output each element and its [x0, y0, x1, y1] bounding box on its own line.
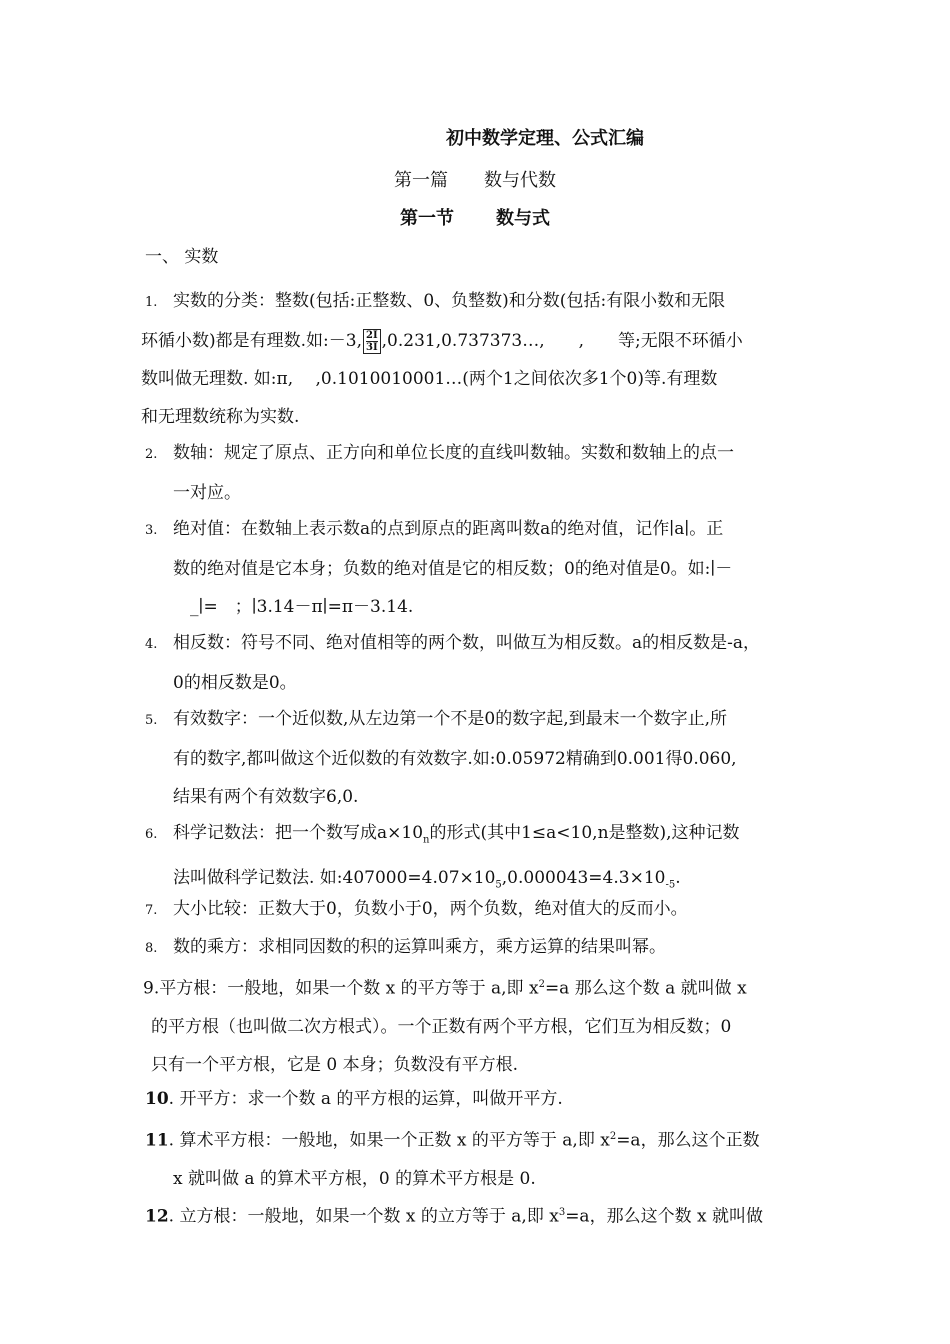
- fraction-image: $\frac{2I}{3I}$: [363, 329, 381, 354]
- item-text: . 立方根：一般地，如果一个数 x 的立方等于 a,即 x: [168, 1206, 559, 1227]
- item-text: 数的乘方：求相同因数的积的运算叫乘方，乘方运算的结果叫幂。: [173, 937, 666, 957]
- item-number: 6.: [145, 827, 158, 842]
- item-text: 数轴：规定了原点、正方向和单位长度的直线叫数轴。实数和数轴上的点一: [173, 443, 734, 463]
- item-text: 大小比较：正数大于0，负数小于0，两个负数，绝对值大的反而小。: [173, 899, 688, 919]
- item-number: 5.: [145, 713, 158, 728]
- item-text: =a，那么这个数 x 就叫做: [565, 1206, 763, 1227]
- item-text: 科学记数法：把一个数写成a×10: [173, 823, 424, 843]
- item-5: [145, 700, 810, 816]
- item-text: 0的相反数是0。: [173, 673, 297, 693]
- item-text: 一对应。: [173, 483, 241, 503]
- item-number: 7.: [145, 903, 158, 918]
- item-text: _∣= ；∣3.14－π∣=π－3.14.: [173, 597, 414, 617]
- exponent: 2: [609, 1131, 617, 1142]
- item-number: 11: [145, 1130, 169, 1151]
- item-text: =a 那么这个数 a 就叫做 x: [544, 978, 747, 999]
- topic-heading: 一、 实数: [145, 247, 219, 267]
- document-title: 初中数学定理、公式汇编: [446, 128, 644, 149]
- item-number: 2.: [145, 447, 158, 462]
- exponent: 3: [558, 1207, 566, 1218]
- exponent: n: [423, 834, 430, 846]
- item-text: ,0.000043=4.3×10: [501, 868, 666, 889]
- item-text: 绝对值：在数轴上表示数a的点到原点的距离叫数a的绝对值，记作∣a∣。正: [173, 519, 724, 539]
- part-label: 第一篇: [394, 170, 448, 191]
- item-number: 3.: [145, 523, 158, 538]
- item-9: [143, 966, 811, 1084]
- item-text: 实数的分类：整数(包括:正整数、0、负整数)和分数(包括:有限小数和无限: [173, 291, 726, 311]
- item-text: 的形式(其中1≤a<10,n是整数),这种记数: [429, 823, 740, 843]
- item-text: 的平方根（也叫做二次方根式）。一个正数有两个平方根，它们互为相反数；0: [151, 1016, 732, 1037]
- item-number: 8.: [145, 941, 158, 956]
- item-4: [145, 624, 810, 702]
- item-text: ,0.231,0.737373…, , 等;无限不环循小: [381, 331, 743, 351]
- item-text: x 就叫做 a 的算术平方根，0 的算术平方根是 0.: [173, 1168, 536, 1189]
- section-label: 第一节: [400, 208, 454, 229]
- section-heading: [0, 204, 950, 230]
- item-text: .: [675, 868, 681, 889]
- item-text: . 算术平方根：一般地，如果一个正数 x 的平方等于 a,即 x: [168, 1130, 610, 1151]
- item-8: [145, 928, 810, 968]
- item-text: 数的绝对值是它本身；负数的绝对值是它的相反数；0的绝对值是0。如:∣－: [173, 559, 733, 579]
- item-11: [145, 1118, 810, 1198]
- item-text: 相反数：符号不同、绝对值相等的两个数，叫做互为相反数。a的相反数是-a，: [173, 633, 761, 653]
- item-number: 4.: [145, 637, 158, 652]
- item-text: 数叫做无理数. 如:π, ,0.1010010001…(两个1之间依次多1个0)等.有理数: [141, 369, 718, 389]
- part-heading: [0, 166, 950, 192]
- item-3: [145, 510, 810, 626]
- item-text: 结果有两个有效数字6,0.: [173, 787, 359, 807]
- item-text: 和无理数统称为实数.: [141, 407, 300, 427]
- item-text: =a，那么这个正数: [616, 1130, 760, 1151]
- item-number: 10: [145, 1089, 169, 1109]
- item-2: [145, 434, 810, 512]
- exponent: 2: [538, 979, 545, 990]
- item-1: [141, 282, 810, 436]
- exponent: 5: [495, 879, 502, 891]
- item-text: 环循小数)都是有理数.如:－3,: [141, 331, 362, 351]
- item-text: 只有一个平方根，它是 0 本身；负数没有平方根.: [151, 1054, 519, 1075]
- section-name: 数与式: [496, 208, 550, 229]
- item-12: [145, 1194, 810, 1236]
- exponent: -5: [665, 879, 676, 891]
- item-number: 12: [145, 1206, 169, 1227]
- item-text: . 开平方：求一个数 a 的平方根的运算，叫做开平方.: [168, 1089, 563, 1109]
- item-10: [145, 1080, 810, 1118]
- item-text: 9.平方根：一般地，如果一个数 x 的平方等于 a,即 x: [143, 978, 539, 999]
- item-7: [145, 890, 810, 930]
- part-name: 数与代数: [484, 170, 556, 191]
- item-text: 法叫做科学记数法. 如:407000=4.07×10: [173, 868, 496, 889]
- item-text: 有的数字,都叫做这个近似数的有效数字.如:0.05972精确到0.001得0.060,: [173, 749, 737, 769]
- item-number: 1.: [145, 295, 158, 310]
- item-text: 有效数字：一个近似数,从左边第一个不是0的数字起,到最末一个数字止,所: [173, 709, 728, 729]
